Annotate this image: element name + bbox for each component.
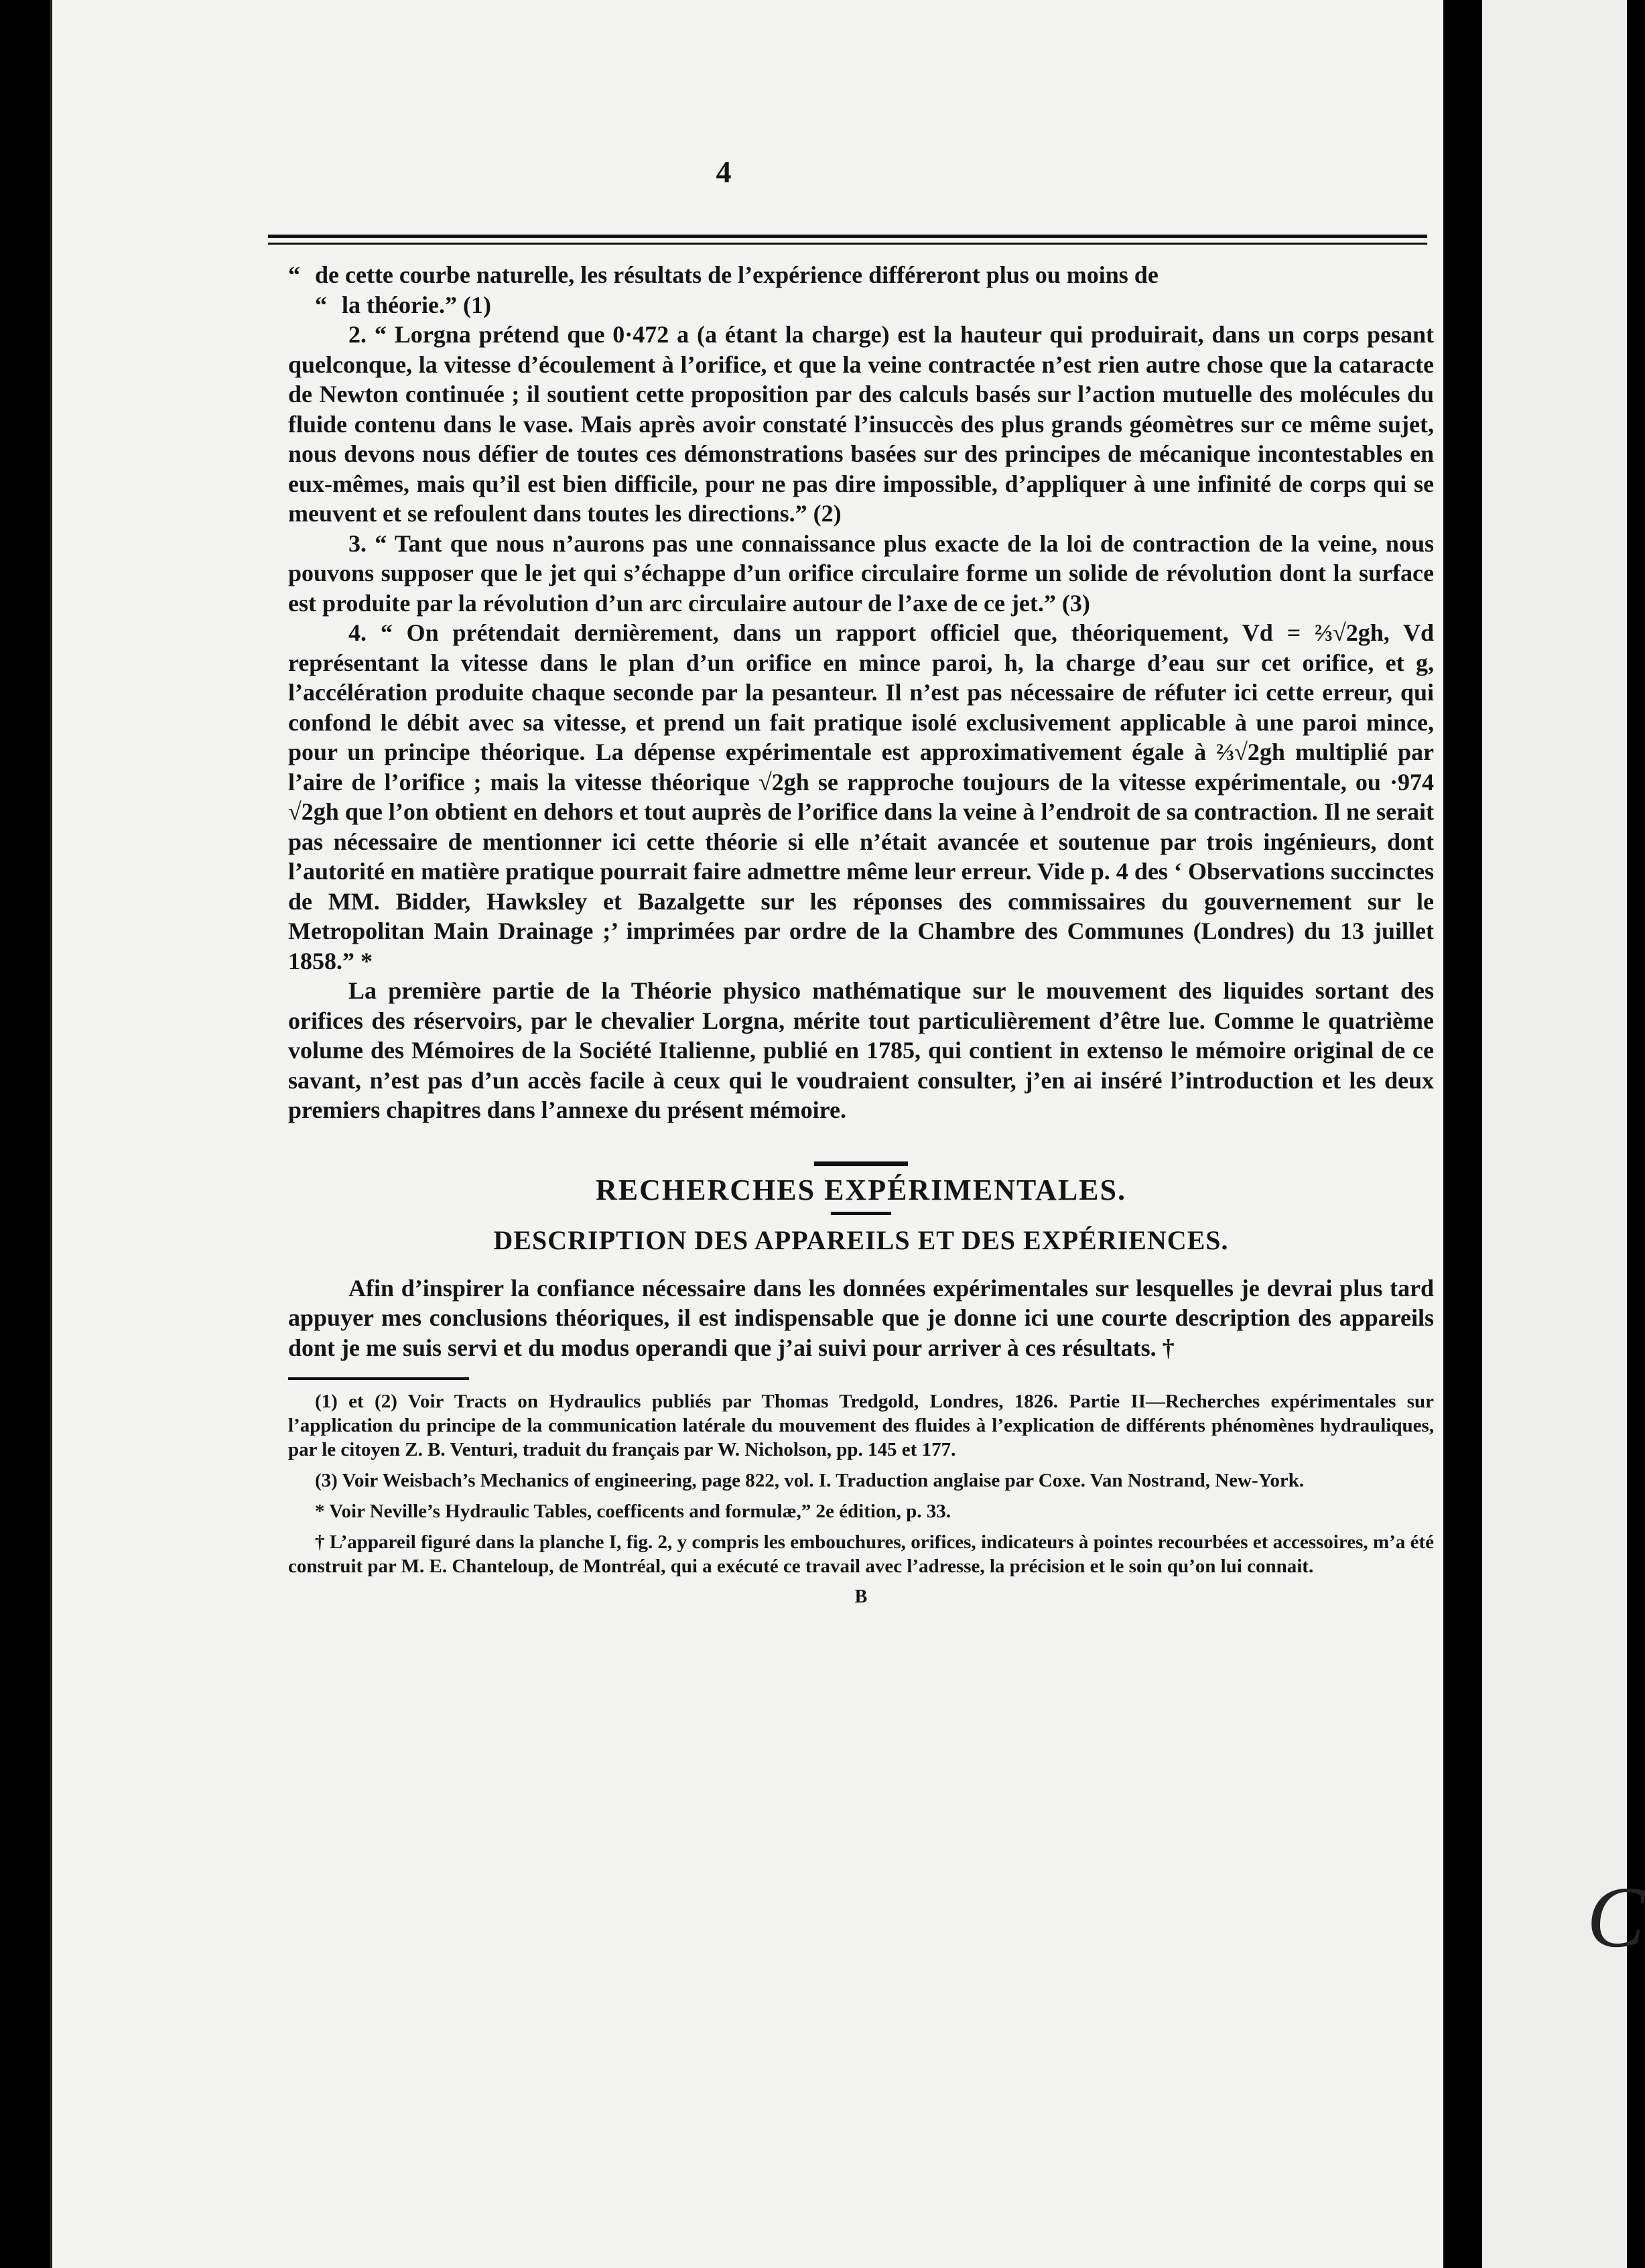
paragraph-6: Afin d’inspirer la confiance nécessaire dans les données expérimentales sur lesquelles je devrai plus tard appuyer mes conclusions théoriques, il est indispensable que je donne ici une courte description des appareils dont je me suis servi et du modus operandi que j’ai suivi pour arriver à ces résultats. † [288, 1274, 1434, 1361]
section-subtitle: DESCRIPTION DES APPAREILS ET DES EXPÉRIENCES. [493, 1225, 1229, 1255]
signature-mark: B [854, 1586, 868, 1607]
footnote-star: * Voir Neville’s Hydraulic Tables, coefficents and formulæ,” 2e édition, p. 33. [315, 1501, 951, 1522]
page-number: 4 [716, 155, 732, 189]
section-title: RECHERCHES EXPÉRIMENTALES. [596, 1173, 1126, 1206]
footnote-rule [288, 1377, 469, 1380]
paragraph-1-line-2: la théorie.” (1) [342, 291, 491, 318]
paragraph-1-line-1: de cette courbe naturelle, les résultats de l’expérience différeront plus ou moins de [315, 261, 1159, 288]
paragraph-4: 4. “ On prétendait dernièrement, dans un rapport officiel que, théoriquement, Vd = ⅔√2gh, Vd représentant la vitesse dans le plan d’un orifice en mince paroi, h, la charge d’eau sur cet orifice, et g, l’accélération produite chaque seconde par la pesanteur. Il n’est pas nécessaire de réfuter ici cette erreur, qui confond le débit avec sa vitesse, et prend un fait pratique isolé exclusivement applicable à une paroi mince, pour un principe théorique. La dépense expérimentale est approximativement égale à ⅔√2gh multiplié par l’aire de l’orifice ; mais la vitesse théorique √2gh se rapproche toujours de la vitesse expérimentale, ou ·974 √2gh que l’on obtient en dehors et tout auprès de l’orifice dans la veine à l’endroit de sa contraction. Il ne serait pas nécessaire de mentionner ici cette théorie si elle n’était avancée et soutenue par trois ingénieurs, dont l’autorité en matière pratique pourrait faire admettre même leur erreur. Vide p. 4 des ‘ Observations succinctes de MM. Bidder, Hawksley et Bazalgette sur les réponses des commissaires du gouvernement sur le Metropolitan Main Drainage ;’ imprimées par ordre de la Chambre des Communes (Londres) du 13 juillet 1858.” * [288, 619, 1434, 974]
footnote-1-2: (1) et (2) Voir Tracts on Hydraulics publiés par Thomas Tredgold, Londres, 1826. Partie II—Recherches expérimentales sur l’application du principe de la communication latérale du mouvement des fluides à l’explication de différents phénomènes hydrauliques, par le citoyen Z. B. Venturi, traduit du français par W. Nicholson, pp. 145 et 177. [288, 1391, 1434, 1460]
header-rule-top [268, 235, 1427, 238]
header-rule-bottom [268, 243, 1427, 245]
footnote-3: (3) Voir Weisbach’s Mechanics of engineering, page 822, vol. I. Traduction anglaise par Coxe. Van Nostrand, New-York. [315, 1470, 1305, 1491]
sheet-border-left [50, 0, 52, 2268]
paragraph-5: La première partie de la Théorie physico mathématique sur le mouvement des liquides sortant des orifices des réservoirs, par le chevalier Lorgna, mérite tout particulièrement d’être lue. Comme le quatrième volume des Mémoires de la Société Italienne, publié en 1785, qui contient in extenso le mémoire original de ce savant, n’est pas d’un accès facile à ceux qui le voudraient consulter, j’en ai inséré l’introduction et les deux premiers chapitres dans l’annexe du présent mémoire. [288, 977, 1434, 1123]
paragraph-3: 3. “ Tant que nous n’aurons pas une connaissance plus exacte de la loi de contraction de la veine, nous pouvons supposer que le jet qui s’échappe d’un orifice circulaire forme un solide de révolution dont la surface est produite par la révolution d’un arc circulaire autour de l’axe de ce jet.” (3) [288, 529, 1434, 617]
section-rule-top [814, 1161, 908, 1166]
adjacent-page-edge [1473, 0, 1482, 2268]
adjacent-page-strip [1473, 0, 1645, 2268]
paragraph-2: 2. “ Lorgna prétend que 0·472 a (a étant la charge) est la hauteur qui produirait, dans un corps pesant quelconque, la vitesse d’écoulement à l’orifice, et que la veine contractée n’est rien autre chose que la cataracte de Newton continuée ; il soutient cette proposition par des calculs basés sur l’action mutuelle des molécules du fluide contenu dans le vase. Mais après avoir constaté l’insuccès des plus grands géomètres sur ce même sujet, nous devons nous défier de toutes ces démonstrations basées sur des principes de mécanique incontestables en eux-mêmes, mais qu’il est bien difficile, pour ne pas dire impossible, d’appliquer à une infinité de corps qui se meuvent et se refoulent dans toutes les directions.” (2) [288, 321, 1434, 527]
footnotes [288, 1389, 1434, 1609]
section-rule-bottom [831, 1212, 891, 1215]
paragraph-1: “ de cette courbe naturelle, les résultats de l’expérience différeront plus ou moins de “ la théorie.” (1) [288, 261, 1159, 318]
adjacent-page-letter: C [1587, 1869, 1645, 1966]
page-body [288, 260, 1434, 1609]
footnote-dagger: † L’appareil figuré dans la planche I, fig. 2, y compris les embouchures, orifices, indicateurs à pointes recourbées et accessoires, m’a été construit par M. E. Chanteloup, de Montréal, qui a exécuté ce travail avec l’adresse, la précision et le soin qu’on lui connait. [288, 1531, 1434, 1577]
